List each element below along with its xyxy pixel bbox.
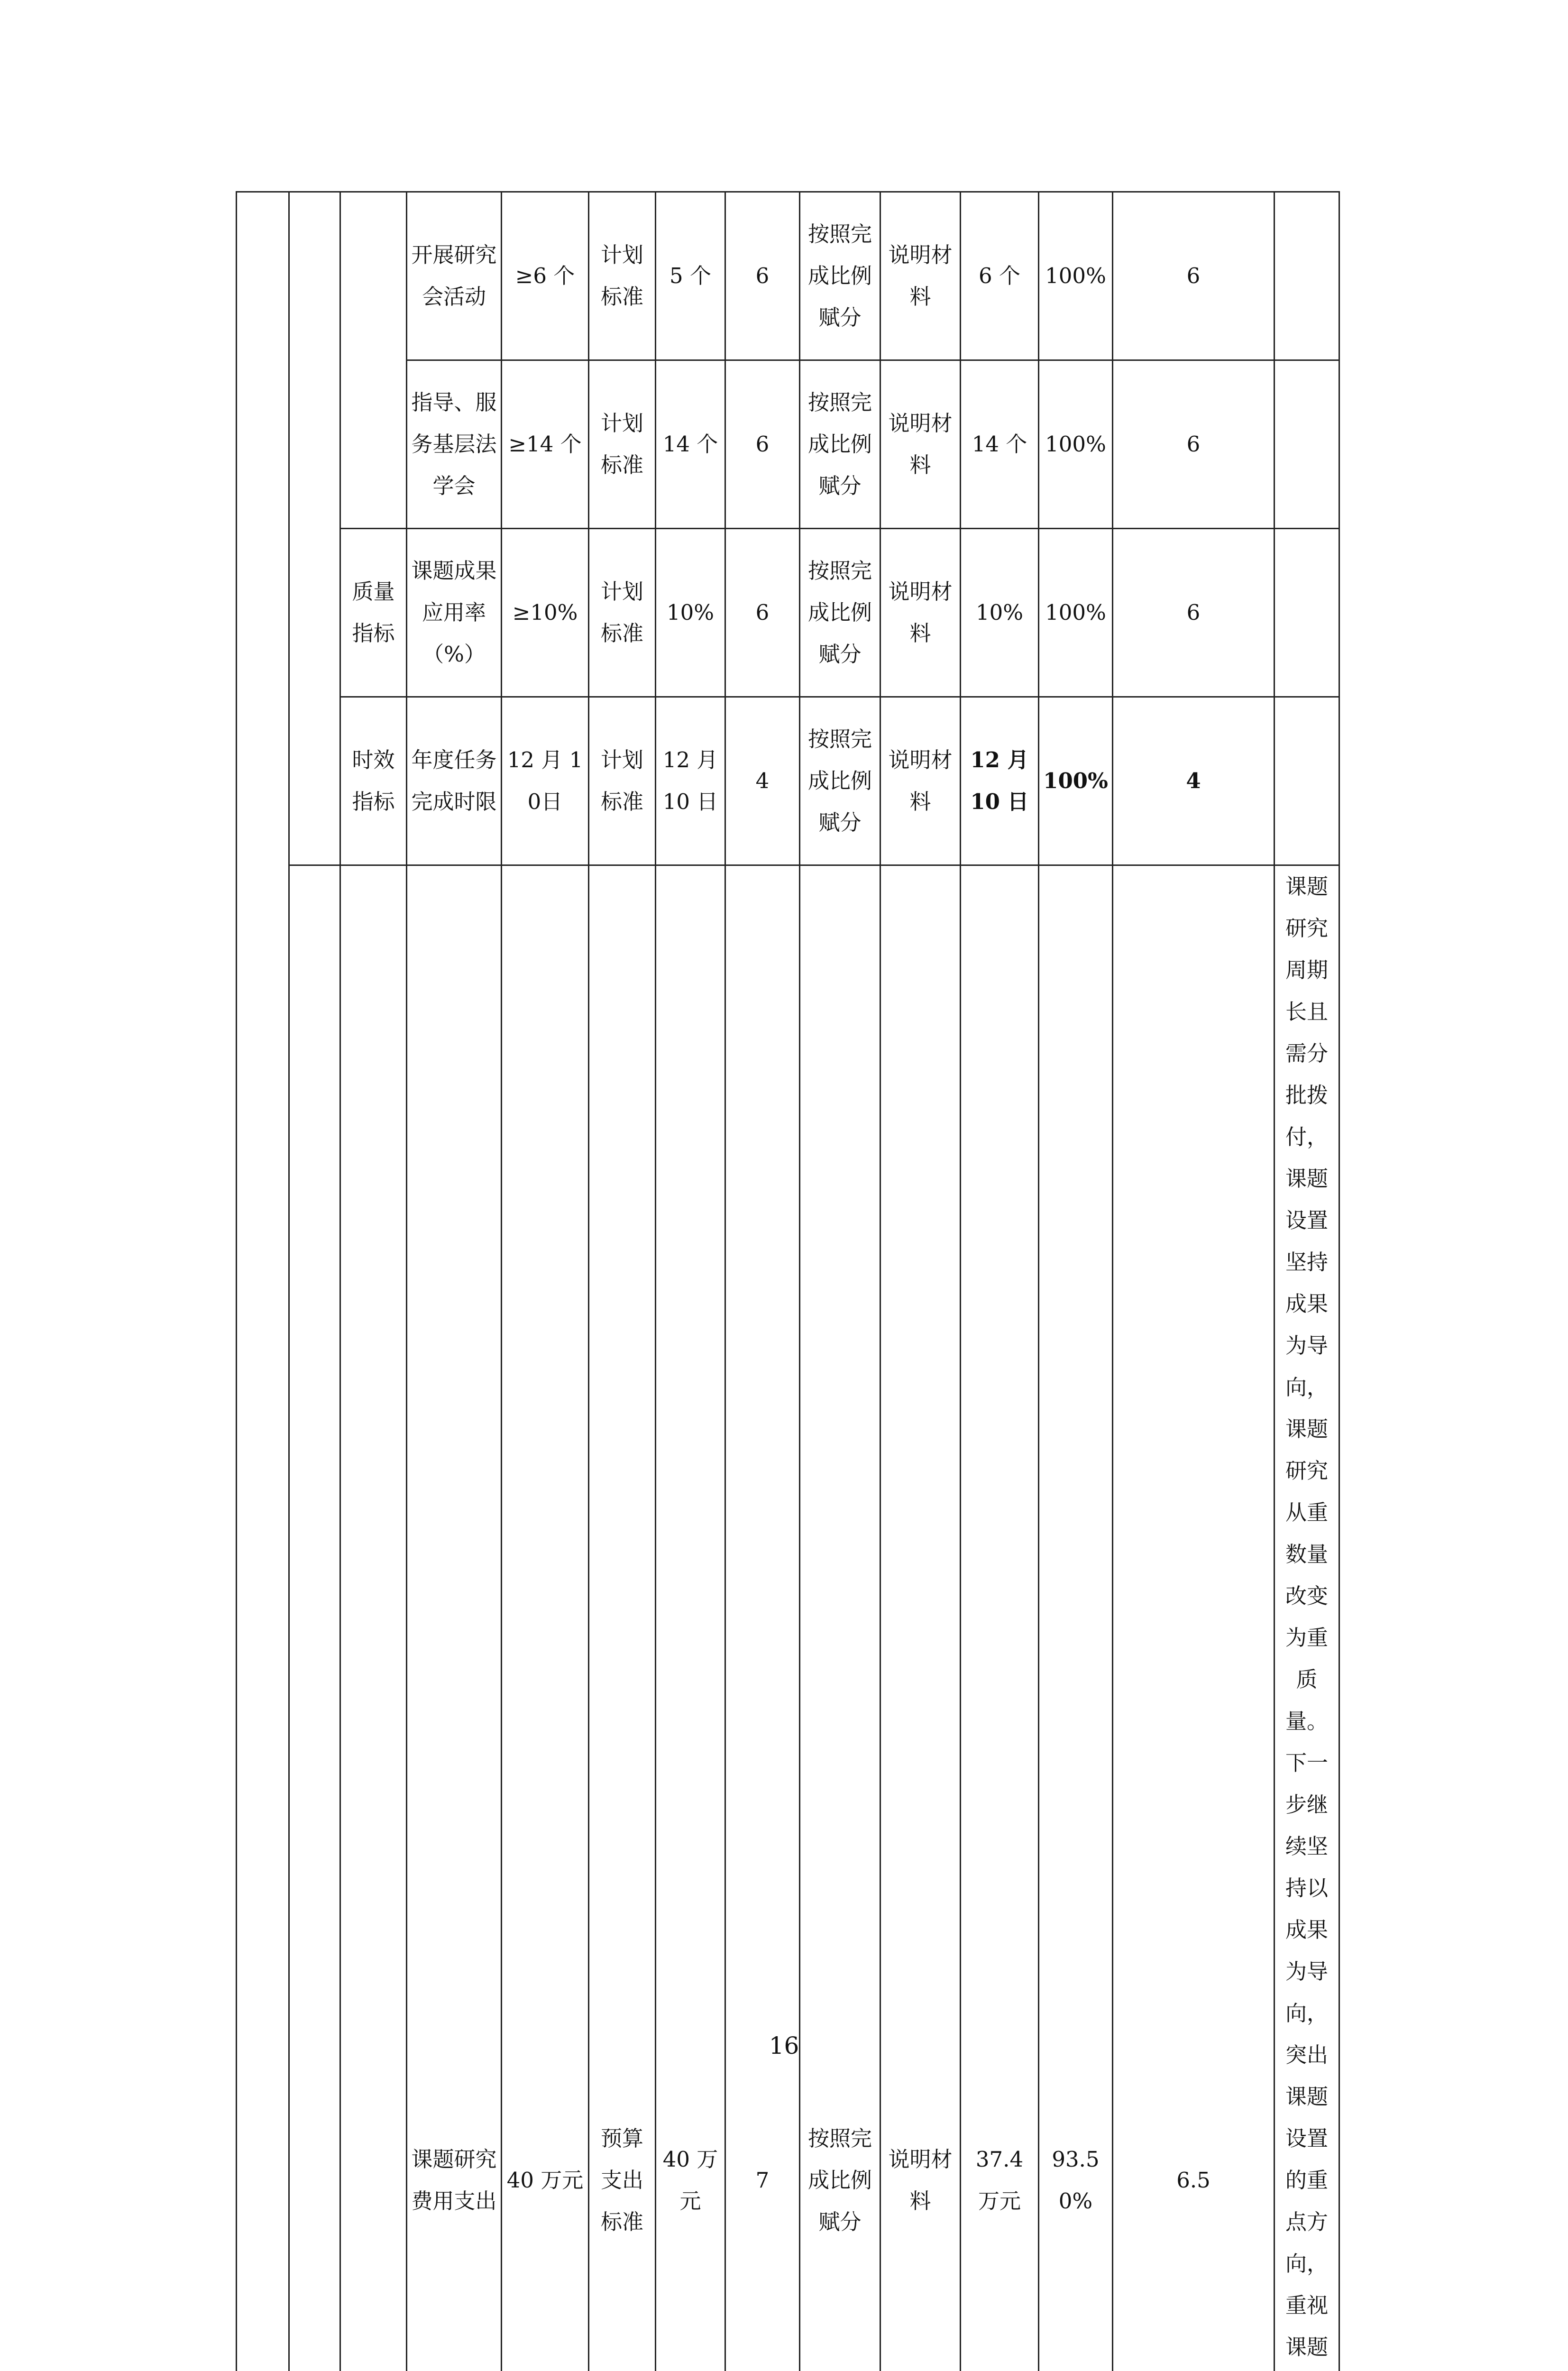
weight: 4 [725, 697, 800, 865]
plan-value: 40 万元 [656, 865, 725, 2371]
deviation-note [1275, 529, 1339, 697]
annual-target: ≥10% [502, 529, 589, 697]
evidence-source: 说明材料 [880, 192, 961, 360]
score: 6 [1113, 192, 1275, 360]
scoring-method: 按照完成比例赋分 [800, 192, 880, 360]
score: 6 [1113, 529, 1275, 697]
table-row [237, 529, 1339, 697]
actual-value: 12 月 10 日 [961, 697, 1039, 865]
evidence-source: 说明材料 [880, 865, 961, 2371]
scoring-method: 按照完成比例赋分 [800, 865, 880, 2371]
actual-value: 6 个 [961, 192, 1039, 360]
secondary-indicator-economic-cost [340, 865, 407, 2371]
table-row [237, 697, 1339, 865]
weight: 7 [725, 865, 800, 2371]
table-row [237, 865, 1339, 2371]
target-basis: 计划标准 [589, 192, 656, 360]
deviation-note: 课题研究周期长且需分批拨付，课题设置坚持成果为导向，课题研究从重数量改变为重质量。下一步继续坚持以成果为导向，突出课题设置的重点方向，重视课题 [1275, 865, 1339, 2371]
annual-target: 40 万元 [502, 865, 589, 2371]
secondary-indicator-cell [340, 192, 407, 529]
scoring-method: 按照完成比例赋分 [800, 360, 880, 529]
indicator-name: 课题研究费用支出 [407, 865, 502, 2371]
completion-rate: 100% [1039, 697, 1113, 865]
evidence-source: 说明材料 [880, 360, 961, 529]
indicator-name: 指导、服务基层法学会 [407, 360, 502, 529]
plan-value: 12 月 10 日 [656, 697, 725, 865]
annual-target: 12 月 10日 [502, 697, 589, 865]
plan-value: 10% [656, 529, 725, 697]
score: 4 [1113, 697, 1275, 865]
score: 6.5 [1113, 865, 1275, 2371]
target-basis: 计划标准 [589, 529, 656, 697]
weight: 6 [725, 529, 800, 697]
plan-value: 14 个 [656, 360, 725, 529]
evidence-source: 说明材料 [880, 529, 961, 697]
table-row [237, 192, 1339, 360]
weight: 6 [725, 192, 800, 360]
actual-value: 10% [961, 529, 1039, 697]
target-basis: 预算支出标准 [589, 865, 656, 2371]
completion-rate: 100% [1039, 529, 1113, 697]
evidence-source: 说明材料 [880, 697, 961, 865]
completion-rate: 100% [1039, 360, 1113, 529]
weight: 6 [725, 360, 800, 529]
annual-target: ≥14 个 [502, 360, 589, 529]
primary-indicator-cell [289, 192, 340, 865]
secondary-indicator-quality: 质量指标 [340, 529, 407, 697]
actual-value: 14 个 [961, 360, 1039, 529]
completion-rate: 93.50% [1039, 865, 1113, 2371]
deviation-note [1275, 697, 1339, 865]
indicator-name: 课题成果应用率（%） [407, 529, 502, 697]
plan-value: 5 个 [656, 192, 725, 360]
deviation-note [1275, 360, 1339, 529]
indicator-name: 开展研究会活动 [407, 192, 502, 360]
indicator-name: 年度任务完成时限 [407, 697, 502, 865]
primary-indicator-cost [289, 865, 340, 2371]
deviation-note [1275, 192, 1339, 360]
score: 6 [1113, 360, 1275, 529]
scoring-method: 按照完成比例赋分 [800, 529, 880, 697]
scoring-method: 按照完成比例赋分 [800, 697, 880, 865]
annual-target: ≥6 个 [502, 192, 589, 360]
page-number: 16 [0, 2032, 1568, 2059]
completion-rate: 100% [1039, 192, 1113, 360]
secondary-indicator-timeliness: 时效指标 [340, 697, 407, 865]
actual-value: 37.4 万元 [961, 865, 1039, 2371]
target-basis: 计划标准 [589, 360, 656, 529]
target-basis: 计划标准 [589, 697, 656, 865]
